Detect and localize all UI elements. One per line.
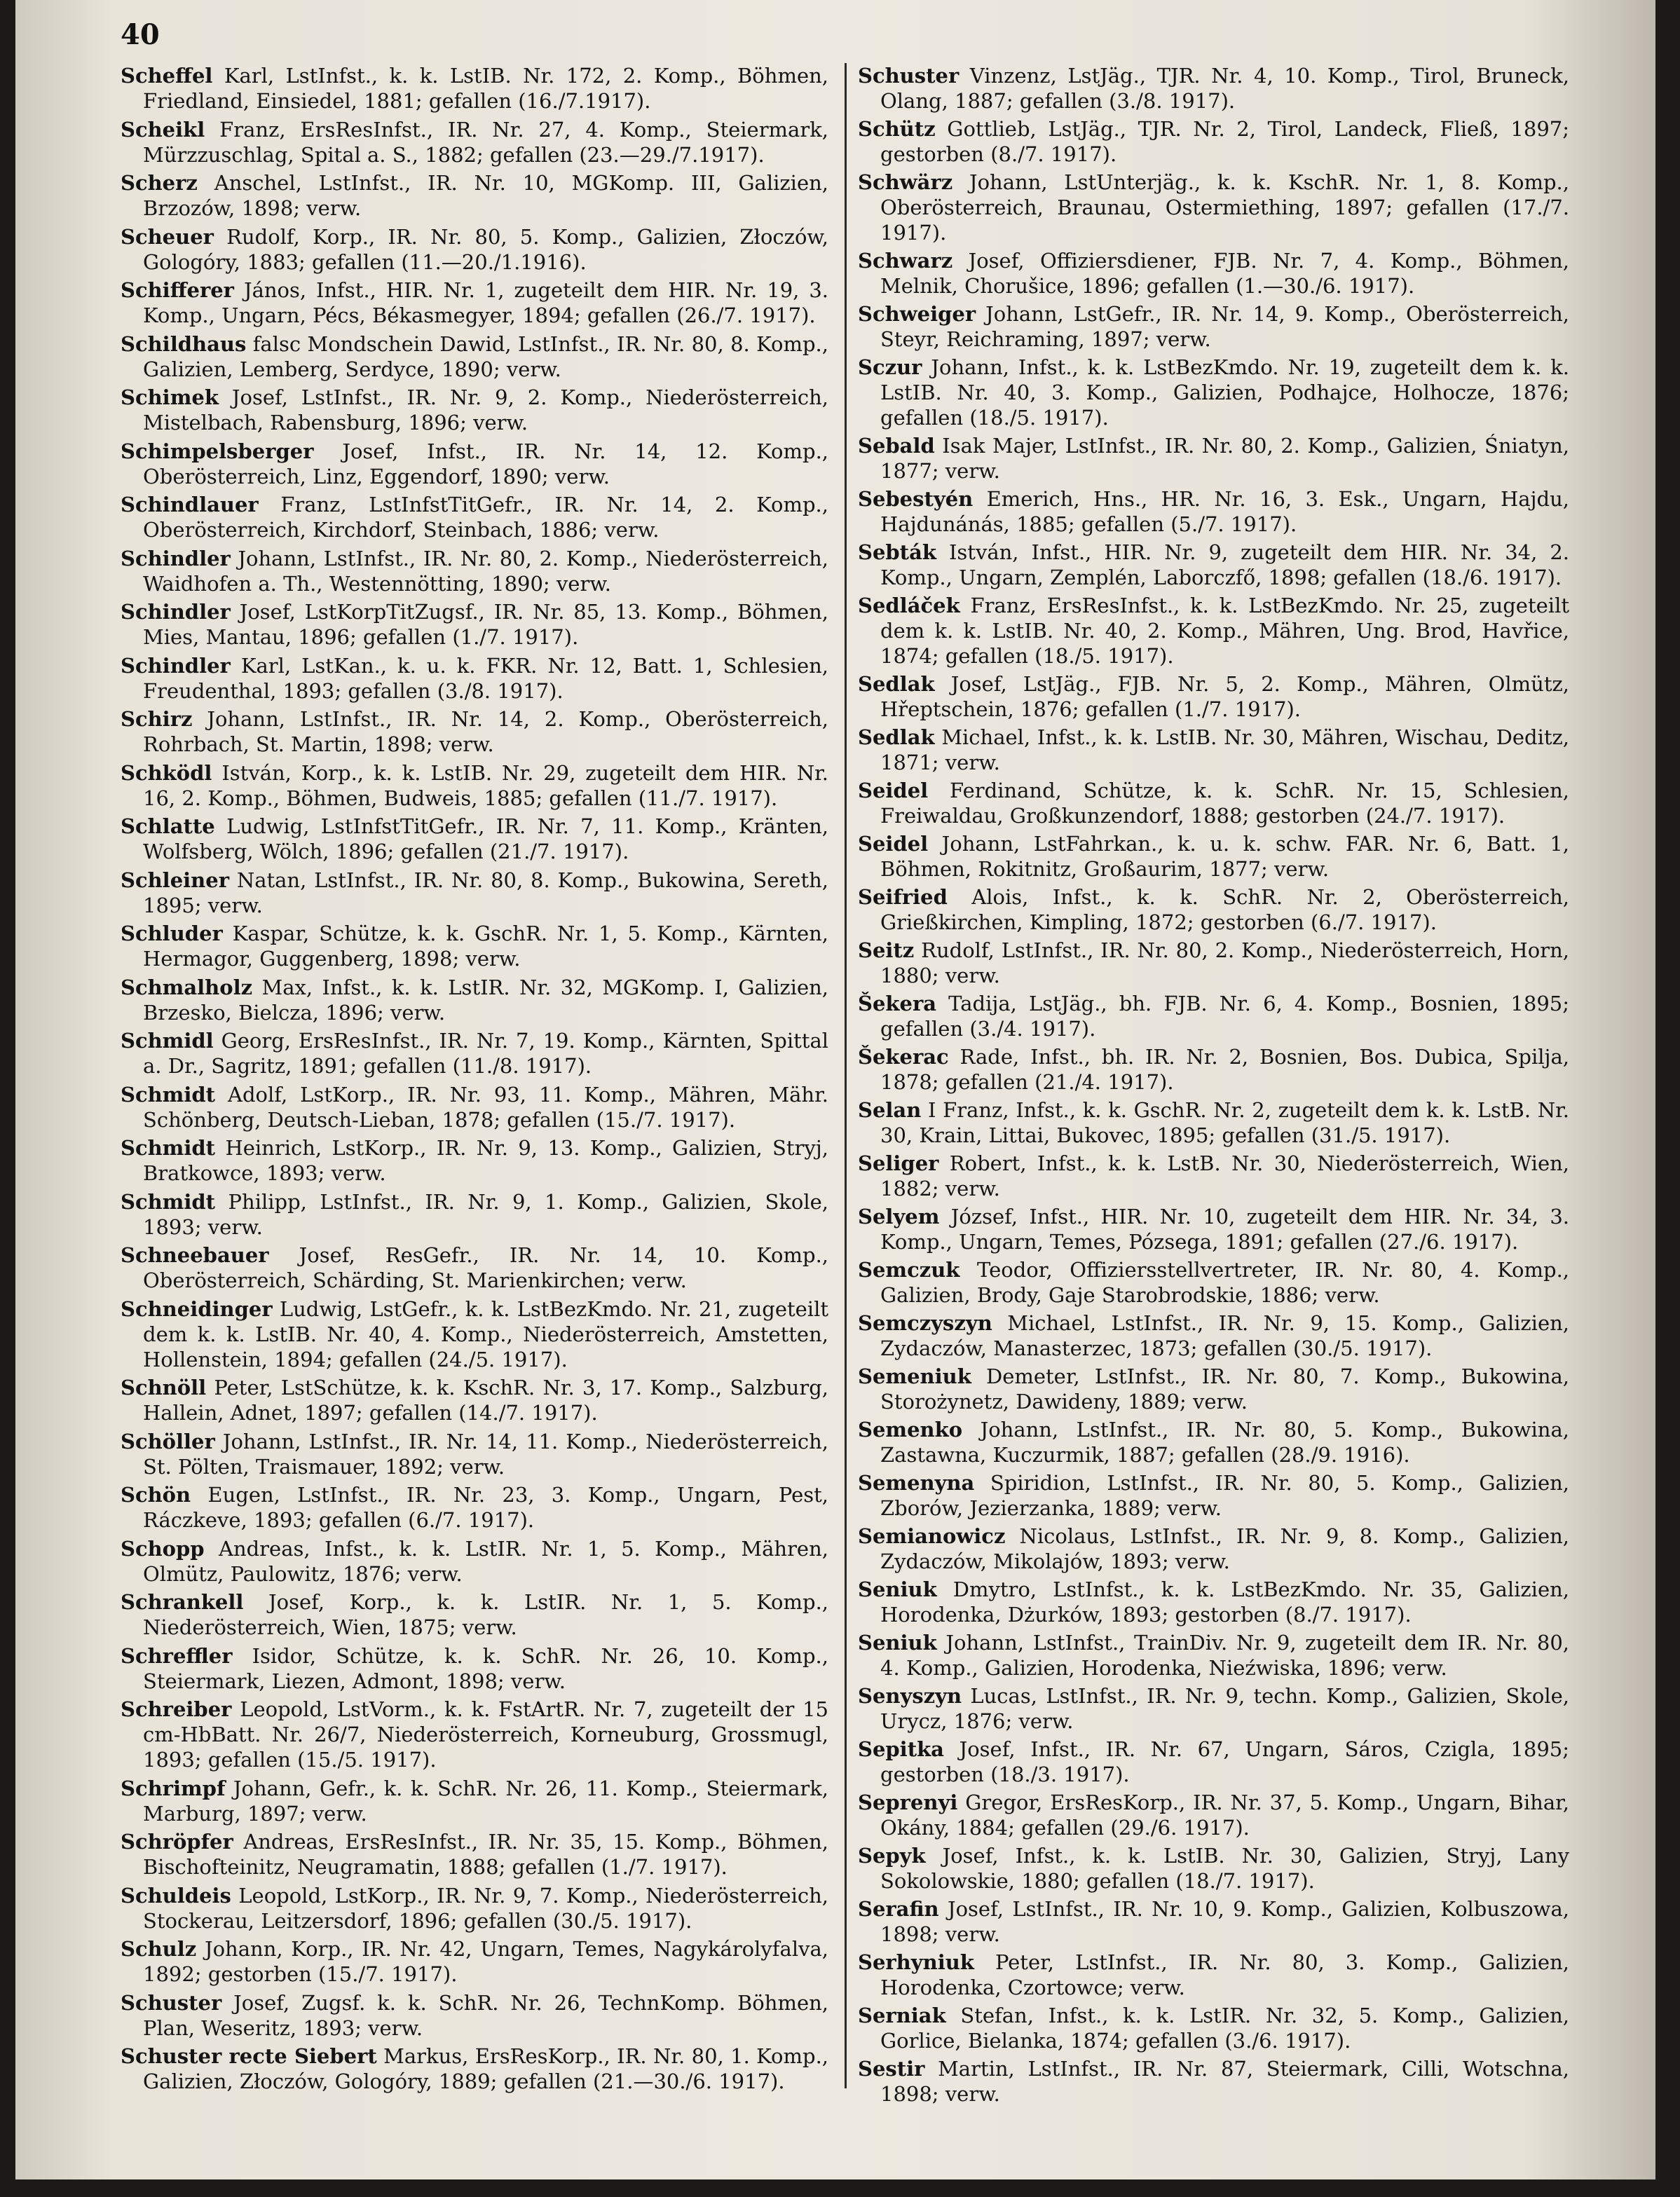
entry-details: Johann, Korp., IR. Nr. 42, Ungarn, Temes, Nagykárolyfalva, 1892; gestorben (15./7. 1917). <box>143 1937 828 1986</box>
entry-details: Demeter, LstInfst., IR. Nr. 80, 7. Komp., Bukowina, Storożynetz, Dawideny, 1889; verw. <box>880 1364 1569 1414</box>
entry-details: Ferdinand, Schütze, k. k. SchR. Nr. 15, Schlesien, Freiwaldau, Großkunzendorf, 1888; gestorben (24./7. 1917). <box>880 779 1569 828</box>
casualty-entry <box>121 1028 828 1079</box>
document-page <box>15 0 1655 2179</box>
entry-details: Franz, ErsResInfst., k. k. LstBezKmdo. Nr. 25, zugeteilt dem k. k. LstIB. Nr. 40, 2. Komp., Mähren, Ung. Brod, Havřice, 1874; gefallen (18./5. 1917). <box>880 594 1569 668</box>
entry-details: Gregor, ErsResKorp., IR. Nr. 37, 5. Komp., Ungarn, Bihar, Okány, 1884; gefallen (29./6. 1917). <box>880 1791 1569 1840</box>
entry-details: Teodor, Offiziersstellvertreter, IR. Nr. 80, 4. Komp., Galizien, Brody, Gaje Starobrodskie, 1886; verw. <box>880 1258 1569 1307</box>
entry-surname: Schimek <box>121 385 219 409</box>
entry-surname: Schuster <box>121 1990 222 2015</box>
entry-surname: Schuster <box>858 64 959 88</box>
casualty-entry <box>121 278 828 328</box>
casualty-entry <box>858 1151 1569 1201</box>
entry-surname: Scherz <box>121 171 198 195</box>
casualty-entry <box>858 1204 1569 1254</box>
entry-surname: Schöller <box>121 1429 215 1453</box>
casualty-entry <box>858 884 1569 935</box>
entry-details: Josef, Korp., k. k. LstIR. Nr. 1, 5. Komp., Niederösterreich, Wien, 1875; verw. <box>143 1590 828 1639</box>
casualty-entry <box>121 1429 828 1479</box>
entry-surname: Schweiger <box>858 302 976 326</box>
entry-surname: Schreffler <box>121 1643 233 1668</box>
entry-details: Johann, LstInfst., IR. Nr. 14, 11. Komp., Niederösterreich, St. Pölten, Traismauer, 1892; verw. <box>143 1429 828 1479</box>
entry-details: Rudolf, LstInfst., IR. Nr. 80, 2. Komp., Niederösterreich, Horn, 1880; verw. <box>880 938 1569 987</box>
entry-details: Stefan, Infst., k. k. LstIR. Nr. 32, 5. Komp., Galizien, Gorlice, Bielanka, 1874; gefallen (3./6. 1917). <box>880 2004 1569 2053</box>
entry-surname: Schröpfer <box>121 1830 233 1854</box>
casualty-entry <box>121 1189 828 1240</box>
entry-surname: Schreiber <box>121 1697 232 1721</box>
entry-details: Karl, LstKan., k. u. k. FKR. Nr. 12, Batt. 1, Schlesien, Freudenthal, 1893; gefallen (3./8. 1917). <box>143 653 828 703</box>
casualty-entry <box>858 433 1569 484</box>
entry-details: Robert, Infst., k. k. LstB. Nr. 30, Niederösterreich, Wien, 1882; verw. <box>880 1151 1569 1200</box>
casualty-entry <box>858 540 1569 590</box>
entry-details: Max, Infst., k. k. LstIR. Nr. 32, MGKomp. I, Galizien, Brzesko, Bielcza, 1896; verw. <box>143 975 828 1025</box>
casualty-entry <box>121 1375 828 1425</box>
casualty-entry <box>858 991 1569 1041</box>
entry-surname: Schindler <box>121 546 231 570</box>
entry-surname: Sestir <box>858 2057 925 2081</box>
entry-surname: Schindler <box>121 653 231 678</box>
entry-surname: Schlatte <box>121 814 215 838</box>
entry-details: Andreas, ErsResInfst., IR. Nr. 35, 15. Komp., Böhmen, Bischofteinitz, Neugramatin, 1888; gefallen (1./7. 1917). <box>143 1830 828 1879</box>
entry-surname: Seniuk <box>858 1631 937 1655</box>
casualty-entry <box>858 1630 1569 1681</box>
entry-details: Peter, LstSchütze, k. k. KschR. Nr. 3, 17. Komp., Salzburg, Hallein, Adnet, 1897; gefallen (14./7. 1917). <box>143 1376 828 1425</box>
entry-surname: Semianowicz <box>858 1524 1006 1548</box>
casualty-entry <box>858 1843 1569 1894</box>
entry-details: Peter, LstInfst., IR. Nr. 80, 3. Komp., Galizien, Horodenka, Czortowce; verw. <box>880 1950 1569 1999</box>
casualty-entry <box>858 1683 1569 1734</box>
casualty-entry <box>121 653 828 704</box>
entry-details: Johann, LstInfst., IR. Nr. 80, 2. Komp., Niederösterreich, Waidhofen a. Th., Westennötting, 1890; verw. <box>143 546 828 596</box>
casualty-entry <box>858 1044 1569 1095</box>
entry-details: Michael, LstInfst., IR. Nr. 9, 15. Komp., Galizien, Zydaczów, Manasterzec, 1873; gefallen (30./5. 1917). <box>880 1311 1569 1360</box>
entry-details: falsc Mondschein Dawid, LstInfst., IR. Nr. 80, 8. Komp., Galizien, Lemberg, Serdyce, 1890; verw. <box>143 331 828 381</box>
casualty-entry <box>858 1097 1569 1148</box>
entry-surname: Schwarz <box>858 249 953 273</box>
entry-details: Isak Majer, LstInfst., IR. Nr. 80, 2. Komp., Galizien, Śniatyn, 1877; verw. <box>880 434 1569 483</box>
entry-surname: Schneidinger <box>121 1296 273 1321</box>
casualty-entry <box>858 1310 1569 1361</box>
entry-details: Josef, Infst., IR. Nr. 67, Ungarn, Sáros, Czigla, 1895; gestorben (18./3. 1917). <box>880 1737 1569 1786</box>
casualty-entry <box>121 439 828 489</box>
casualty-entry <box>858 1577 1569 1627</box>
entry-details: Johann, LstGefr., IR. Nr. 14, 9. Komp., Oberösterreich, Steyr, Reichraming, 1897; verw. <box>880 302 1569 351</box>
casualty-entry <box>121 868 828 918</box>
entry-details: Franz, LstInfstTitGefr., IR. Nr. 14, 2. Komp., Oberösterreich, Kirchdorf, Steinbach, 1886; verw. <box>143 493 828 542</box>
casualty-entry <box>121 1135 828 1186</box>
casualty-entry <box>121 1697 828 1772</box>
entry-details: István, Infst., HIR. Nr. 9, zugeteilt dem HIR. Nr. 34, 2. Komp., Ungarn, Zemplén, Laborczfő, 1898; gefallen (18./6. 1917). <box>880 540 1569 589</box>
entry-surname: Schrankell <box>121 1590 244 1614</box>
entry-details: Dmytro, LstInfst., k. k. LstBezKmdo. Nr. 35, Galizien, Horodenka, Dżurków, 1893; gestorben (8./7. 1917). <box>880 1577 1569 1627</box>
entry-details: Josef, Infst., IR. Nr. 14, 12. Komp., Oberösterreich, Linz, Eggendorf, 1890; verw. <box>143 439 828 488</box>
entry-surname: Schneebauer <box>121 1243 269 1267</box>
casualty-entry <box>858 725 1569 775</box>
entry-details: Michael, Infst., k. k. LstIB. Nr. 30, Mähren, Wischau, Deditz, 1871; verw. <box>880 725 1569 774</box>
entry-details: Johann, Infst., k. k. LstBezKmdo. Nr. 19, zugeteilt dem k. k. LstIB. Nr. 40, 3. Komp., Galizien, Podhajce, Holhocze, 1876; gefallen (18./5. 1917). <box>880 355 1569 430</box>
entry-details: Andreas, Infst., k. k. LstIR. Nr. 1, 5. Komp., Mähren, Olmütz, Paulowitz, 1876; verw. <box>143 1536 828 1586</box>
casualty-entry <box>121 1082 828 1132</box>
entry-details: Josef, LstJäg., FJB. Nr. 5, 2. Komp., Mähren, Olmütz, Hřeptschein, 1876; gefallen (1./7. 1917). <box>880 672 1569 721</box>
casualty-entry <box>121 331 828 382</box>
entry-details: Rudolf, Korp., IR. Nr. 80, 5. Komp., Galizien, Złoczów, Gologóry, 1883; gefallen (11.—20./1.1916). <box>143 224 828 274</box>
entry-surname: Schindlauer <box>121 493 259 516</box>
casualty-entry <box>858 2003 1569 2053</box>
entry-surname: Sczur <box>858 355 922 379</box>
casualty-entry <box>121 1243 828 1293</box>
casualty-entry <box>121 1990 828 2041</box>
casualty-entry <box>858 301 1569 352</box>
page-number: 40 <box>121 18 160 51</box>
entry-surname: Schmidt <box>121 1082 216 1107</box>
casualty-entry <box>858 938 1569 988</box>
casualty-entry <box>121 599 828 650</box>
entry-details: Josef, LstInfst., IR. Nr. 10, 9. Komp., Galizien, Kolbuszowa, 1898; verw. <box>880 1897 1569 1946</box>
entry-surname: Seifried <box>858 885 948 909</box>
entry-details: Ludwig, LstGefr., k. k. LstBezKmdo. Nr. 21, zugeteilt dem k. k. LstIB. Nr. 40, 4. Komp., Niederösterreich, Amstetten, Hollenstein, 1894; gefallen (24./5. 1917). <box>143 1296 828 1371</box>
entry-details: Vinzenz, LstJäg., TJR. Nr. 4, 10. Komp., Tirol, Bruneck, Olang, 1887; gefallen (3./8. 1917). <box>880 64 1569 113</box>
entry-details: Johann, LstInfst., TrainDiv. Nr. 9, zugeteilt dem IR. Nr. 80, 4. Komp., Galizien, Horodenka, Nieźwiska, 1896; verw. <box>880 1631 1569 1680</box>
entry-details: Josef, Zugsf. k. k. SchR. Nr. 26, TechnKomp. Böhmen, Plan, Weseritz, 1893; verw. <box>143 1990 828 2040</box>
entry-surname: Serhyniuk <box>858 1950 974 1974</box>
casualty-entry <box>858 671 1569 722</box>
entry-details: Natan, LstInfst., IR. Nr. 80, 8. Komp., Bukowina, Sereth, 1895; verw. <box>143 868 828 917</box>
entry-details: Franz, ErsResInfst., IR. Nr. 27, 4. Komp., Steiermark, Mürzzuschlag, Spital a. S., 1882; gefallen (23.—29./7.1917). <box>143 117 828 167</box>
entry-surname: Semczuk <box>858 1258 960 1282</box>
entry-details: Kaspar, Schütze, k. k. GschR. Nr. 1, 5. Komp., Kärnten, Hermagor, Guggenberg, 1898; verw. <box>143 922 828 971</box>
casualty-entry <box>121 224 828 275</box>
entry-surname: Sedlak <box>858 725 935 749</box>
casualty-entry <box>858 1896 1569 1947</box>
entry-surname: Schleiner <box>121 868 229 892</box>
casualty-entry <box>121 1776 828 1826</box>
entry-surname: Sebald <box>858 434 935 458</box>
entry-details: Gottlieb, LstJäg., TJR. Nr. 2, Tirol, Landeck, Fließ, 1897; gestorben (8./7. 1917). <box>880 117 1569 166</box>
entry-surname: Schwärz <box>858 170 953 194</box>
casualty-entry <box>858 1257 1569 1308</box>
entry-details: Josef, ResGefr., IR. Nr. 14, 10. Komp., Oberösterreich, Schärding, St. Marienkirchen; verw. <box>143 1243 828 1292</box>
entry-surname: Schön <box>121 1483 191 1507</box>
entry-details: Georg, ErsResInfst., IR. Nr. 7, 19. Komp., Kärnten, Spittal a. Dr., Sagritz, 1891; gefallen (11./8. 1917). <box>143 1029 828 1078</box>
entry-surname: Schködl <box>121 760 212 785</box>
entry-surname: Schluder <box>121 922 223 945</box>
casualty-entry <box>121 1936 828 1987</box>
casualty-entry <box>121 921 828 971</box>
casualty-entry <box>121 760 828 811</box>
casualty-entry <box>121 1589 828 1640</box>
entry-surname: Schuldeis <box>121 1883 231 1908</box>
casualty-entry <box>858 355 1569 430</box>
entry-surname: Schütz <box>858 117 936 141</box>
entry-details: Leopold, LstKorp., IR. Nr. 9, 7. Komp., Niederösterreich, Stockerau, Leitzersdorf, 1896; gefallen (30./5. 1917). <box>143 1883 828 1933</box>
casualty-entry <box>858 1737 1569 1787</box>
entry-surname: Sedláček <box>858 594 960 617</box>
entry-surname: Schifferer <box>121 278 234 302</box>
entry-details: Johann, LstInfst., IR. Nr. 14, 2. Komp., Oberösterreich, Rohrbach, St. Martin, 1898; verw. <box>143 707 828 756</box>
entry-surname: Selan <box>858 1098 922 1122</box>
casualty-entry <box>121 385 828 435</box>
entry-details: Anschel, LstInfst., IR. Nr. 10, MGKomp. III, Galizien, Brzozów, 1898; verw. <box>143 171 828 220</box>
right-column <box>858 63 1569 2116</box>
entry-details: István, Korp., k. k. LstIB. Nr. 29, zugeteilt dem HIR. Nr. 16, 2. Komp., Böhmen, Budweis, 1885; gefallen (11./7. 1917). <box>143 760 828 810</box>
casualty-entry <box>121 1643 828 1694</box>
entry-surname: Schimpelsberger <box>121 439 314 463</box>
entry-surname: Semeniuk <box>858 1364 971 1388</box>
entry-surname: Sedlak <box>858 672 935 696</box>
entry-details: Leopold, LstVorm., k. k. FstArtR. Nr. 7, zugeteilt der 15 cm-HbBatt. Nr. 26/7, Niederösterreich, Korneuburg, Grossmugl, 1893; gefallen (15./5. 1917). <box>143 1697 828 1772</box>
casualty-entry <box>858 63 1569 114</box>
casualty-entry <box>858 1470 1569 1521</box>
entry-surname: Serafin <box>858 1897 939 1921</box>
casualty-entry <box>858 486 1569 537</box>
entry-surname: Schmidt <box>121 1189 216 1214</box>
entry-details: I Franz, Infst., k. k. GschR. Nr. 2, zugeteilt dem k. k. LstB. Nr. 30, Krain, Littai, Bukovec, 1895; gefallen (31./5. 1917). <box>880 1098 1569 1147</box>
entry-details: Philipp, LstInfst., IR. Nr. 9, 1. Komp., Galizien, Skole, 1893; verw. <box>143 1189 828 1239</box>
entry-surname: Schopp <box>121 1536 205 1561</box>
entry-surname: Semenko <box>858 1418 963 1442</box>
column-divider <box>845 63 847 2088</box>
casualty-entry <box>858 1950 1569 2000</box>
entry-details: Markus, ErsResKorp., IR. Nr. 80, 1. Komp., Galizien, Złoczów, Gologóry, 1889; gefallen (21.—30./6. 1917). <box>143 2044 828 2093</box>
entry-surname: Sebestyén <box>858 487 974 511</box>
casualty-entry <box>121 117 828 167</box>
entry-surname: Schnöll <box>121 1376 207 1399</box>
entry-details: Nicolaus, LstInfst., IR. Nr. 9, 8. Komp., Galizien, Zydaczów, Mikolajów, 1893; verw. <box>880 1524 1569 1573</box>
entry-surname: Sebták <box>858 540 936 564</box>
casualty-entry <box>121 1296 828 1372</box>
entry-details: Johann, LstFahrkan., k. u. k. schw. FAR. Nr. 6, Batt. 1, Böhmen, Rokitnitz, Großaurim, 1877; verw. <box>880 832 1569 881</box>
entry-surname: Šekera <box>858 992 937 1015</box>
entry-details: Martin, LstInfst., IR. Nr. 87, Steiermark, Cilli, Wotschna, 1898; verw. <box>880 2057 1569 2106</box>
entry-surname: Schulz <box>121 1937 197 1961</box>
entry-details: Josef, LstKorpTitZugsf., IR. Nr. 85, 13. Komp., Böhmen, Mies, Mantau, 1896; gefallen (1./7. 1917). <box>143 600 828 649</box>
entry-surname: Schmidl <box>121 1029 214 1053</box>
casualty-entry <box>858 778 1569 828</box>
casualty-entry <box>858 1417 1569 1467</box>
casualty-entry <box>858 1364 1569 1414</box>
casualty-entry <box>121 1883 828 1934</box>
entry-surname: Schmalholz <box>121 975 253 999</box>
casualty-entry <box>858 248 1569 299</box>
entry-details: Rade, Infst., bh. IR. Nr. 2, Bosnien, Bos. Dubica, Spilja, 1878; gefallen (21./4. 1917). <box>880 1045 1569 1094</box>
left-column <box>121 63 828 2116</box>
entry-surname: Schrimpf <box>121 1776 226 1800</box>
entry-surname: Šekerac <box>858 1045 949 1069</box>
entry-details: Johann, Gefr., k. k. SchR. Nr. 26, 11. Komp., Steiermark, Marburg, 1897; verw. <box>143 1776 828 1826</box>
entry-details: Lucas, LstInfst., IR. Nr. 9, techn. Komp., Galizien, Skole, Urycz, 1876; verw. <box>880 1684 1569 1733</box>
casualty-entry <box>121 2044 828 2094</box>
entry-details: János, Infst., HIR. Nr. 1, zugeteilt dem HIR. Nr. 19, 3. Komp., Ungarn, Pécs, Békasmegyer, 1894; gefallen (26./7. 1917). <box>143 278 828 327</box>
casualty-entry <box>121 1482 828 1533</box>
entry-surname: Seniuk <box>858 1577 937 1601</box>
entry-details: Tadija, LstJäg., bh. FJB. Nr. 6, 4. Komp., Bosnien, 1895; gefallen (3./4. 1917). <box>880 992 1569 1041</box>
casualty-entry <box>121 63 828 114</box>
entry-details: Alois, Infst., k. k. SchR. Nr. 2, Oberösterreich, Grießkirchen, Kimpling, 1872; gestorben (6./7. 1917). <box>880 885 1569 934</box>
casualty-entry <box>121 1536 828 1587</box>
entry-details: Ludwig, LstInfstTitGefr., IR. Nr. 7, 11. Komp., Kränten, Wolfsberg, Wölch, 1896; gefallen (21./7. 1917). <box>143 814 828 863</box>
entry-details: Isidor, Schütze, k. k. SchR. Nr. 26, 10. Komp., Steiermark, Liezen, Admont, 1898; verw. <box>143 1643 828 1693</box>
entry-surname: Seprenyi <box>858 1791 958 1814</box>
entry-surname: Senyszyn <box>858 1684 962 1708</box>
casualty-entry <box>121 975 828 1025</box>
casualty-entry <box>858 1524 1569 1574</box>
entry-surname: Sepitka <box>858 1737 944 1761</box>
entry-surname: Scheffel <box>121 64 213 88</box>
entry-surname: Schindler <box>121 600 231 624</box>
entry-details: József, Infst., HIR. Nr. 10, zugeteilt dem HIR. Nr. 34, 3. Komp., Ungarn, Temes, Pózsega, 1891; gefallen (27./6. 1917). <box>880 1205 1569 1254</box>
entry-surname: Schirz <box>121 707 193 731</box>
entry-details: Spiridion, LstInfst., IR. Nr. 80, 5. Komp., Galizien, Zborów, Jezierzanka, 1889; verw. <box>880 1471 1569 1520</box>
entry-surname: Seidel <box>858 832 929 856</box>
casualty-entry <box>121 814 828 864</box>
casualty-entry <box>858 116 1569 167</box>
entry-details: Heinrich, LstKorp., IR. Nr. 9, 13. Komp., Galizien, Stryj, Bratkowce, 1893; verw. <box>143 1136 828 1185</box>
casualty-entry <box>121 1829 828 1880</box>
entry-details: Johann, LstUnterjäg., k. k. KschR. Nr. 1, 8. Komp., Oberösterreich, Braunau, Ostermiething, 1897; gefallen (17./7. 1917). <box>880 170 1569 245</box>
entry-details: Josef, Infst., k. k. LstIB. Nr. 30, Galizien, Stryj, Lany Sokolowskie, 1880; gefallen (18./7. 1917). <box>880 1844 1569 1893</box>
entry-surname: Schildhaus <box>121 331 247 356</box>
entry-surname: Sepyk <box>858 1844 926 1868</box>
entry-surname: Seitz <box>858 938 915 962</box>
casualty-entry <box>858 2056 1569 2107</box>
entry-surname: Serniak <box>858 2004 946 2027</box>
casualty-entry <box>858 593 1569 669</box>
entry-details: Eugen, LstInfst., IR. Nr. 23, 3. Komp., Ungarn, Pest, Ráczkeve, 1893; gefallen (6./7. 1917). <box>143 1483 828 1532</box>
entry-surname: Schuster recte Siebert <box>121 2044 377 2068</box>
entry-surname: Seliger <box>858 1151 939 1175</box>
entry-details: Josef, LstInfst., IR. Nr. 9, 2. Komp., Niederösterreich, Mistelbach, Rabensburg, 1896; verw. <box>143 385 828 434</box>
casualty-entry <box>121 492 828 542</box>
entry-surname: Semczyszyn <box>858 1311 992 1335</box>
entry-surname: Semenyna <box>858 1471 975 1495</box>
entry-surname: Scheuer <box>121 224 214 249</box>
entry-surname: Seidel <box>858 779 929 802</box>
entry-surname: Selyem <box>858 1205 940 1228</box>
casualty-entry <box>121 170 828 221</box>
casualty-entry <box>121 706 828 757</box>
casualty-entry <box>858 831 1569 882</box>
entry-details: Johann, LstInfst., IR. Nr. 80, 5. Komp., Bukowina, Zastawna, Kuczurmik, 1887; gefallen (28./9. 1916). <box>880 1418 1569 1467</box>
entry-surname: Schmidt <box>121 1136 216 1160</box>
casualty-entry <box>858 170 1569 245</box>
entry-details: Adolf, LstKorp., IR. Nr. 93, 11. Komp., Mähren, Mähr. Schönberg, Deutsch-Lieban, 1878; gefallen (15./7. 1917). <box>143 1082 828 1132</box>
casualty-entry <box>858 1790 1569 1840</box>
entry-details: Josef, Offiziersdiener, FJB. Nr. 7, 4. Komp., Böhmen, Melnik, Chorušice, 1896; gefallen (1.—30./6. 1917). <box>880 249 1569 298</box>
entry-surname: Scheikl <box>121 117 205 142</box>
entry-details: Emerich, Hns., HR. Nr. 16, 3. Esk., Ungarn, Hajdu, Hajdunánás, 1885; gefallen (5./7. 1917). <box>880 487 1569 536</box>
casualty-entry <box>121 546 828 596</box>
entry-details: Karl, LstInfst., k. k. LstIB. Nr. 172, 2. Komp., Böhmen, Friedland, Einsiedel, 1881; gefallen (16./7.1917). <box>143 64 828 113</box>
